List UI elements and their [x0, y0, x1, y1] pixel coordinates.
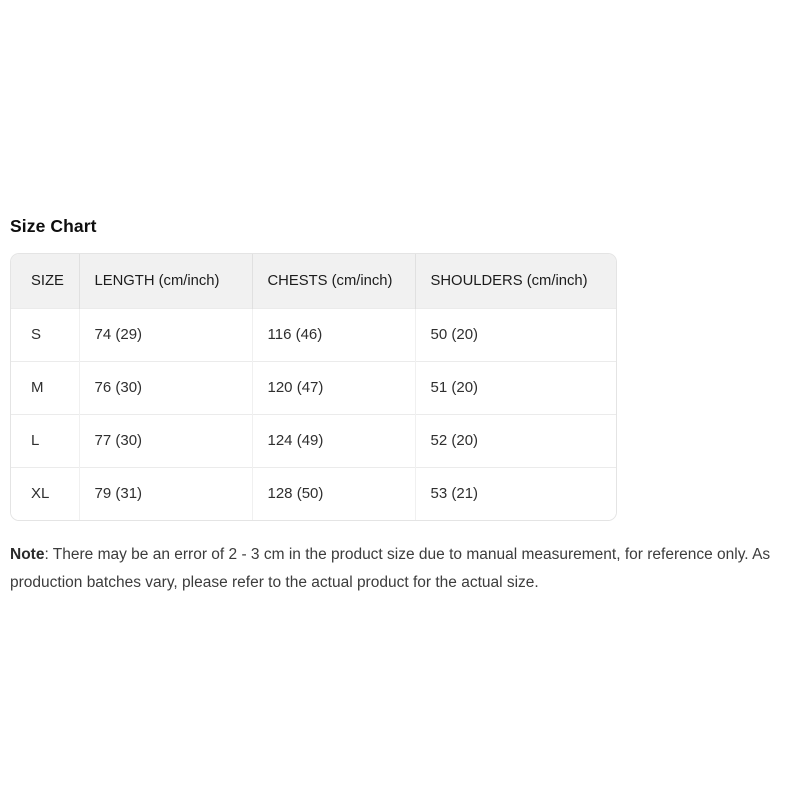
cell-size: L: [11, 414, 79, 467]
cell-size: M: [11, 361, 79, 414]
table-row-l: [11, 414, 617, 467]
column-header-shoulders: SHOULDERS (cm/inch): [415, 254, 617, 308]
page-title: Size Chart: [10, 216, 97, 236]
size-chart-table: [11, 254, 617, 520]
cell-chests: 116 (46): [252, 308, 415, 361]
cell-shoulders: 52 (20): [415, 414, 617, 467]
cell-length: 76 (30): [79, 361, 252, 414]
cell-chests: 120 (47): [252, 361, 415, 414]
table-row-m: [11, 361, 617, 414]
cell-length: 79 (31): [79, 467, 252, 520]
measurement-note: [10, 541, 800, 596]
cell-shoulders: 51 (20): [415, 361, 617, 414]
table-header-row: [11, 254, 617, 308]
cell-size: XL: [11, 467, 79, 520]
size-chart-table-container: [10, 253, 617, 521]
cell-shoulders: 53 (21): [415, 467, 617, 520]
table-row-s: [11, 308, 617, 361]
cell-size: S: [11, 308, 79, 361]
column-header-size: SIZE: [11, 254, 79, 308]
note-text: : There may be an error of 2 - 3 cm in the product size due to manual measurement, for reference only. As production batches vary, please refer to the actual product for the actual size.: [10, 546, 771, 591]
cell-length: 77 (30): [79, 414, 252, 467]
cell-length: 74 (29): [79, 308, 252, 361]
cell-chests: 124 (49): [252, 414, 415, 467]
note-label: Note: [10, 546, 45, 563]
cell-shoulders: 50 (20): [415, 308, 617, 361]
table-row-xl: [11, 467, 617, 520]
column-header-chests: CHESTS (cm/inch): [252, 254, 415, 308]
cell-chests: 128 (50): [252, 467, 415, 520]
column-header-length: LENGTH (cm/inch): [79, 254, 252, 308]
